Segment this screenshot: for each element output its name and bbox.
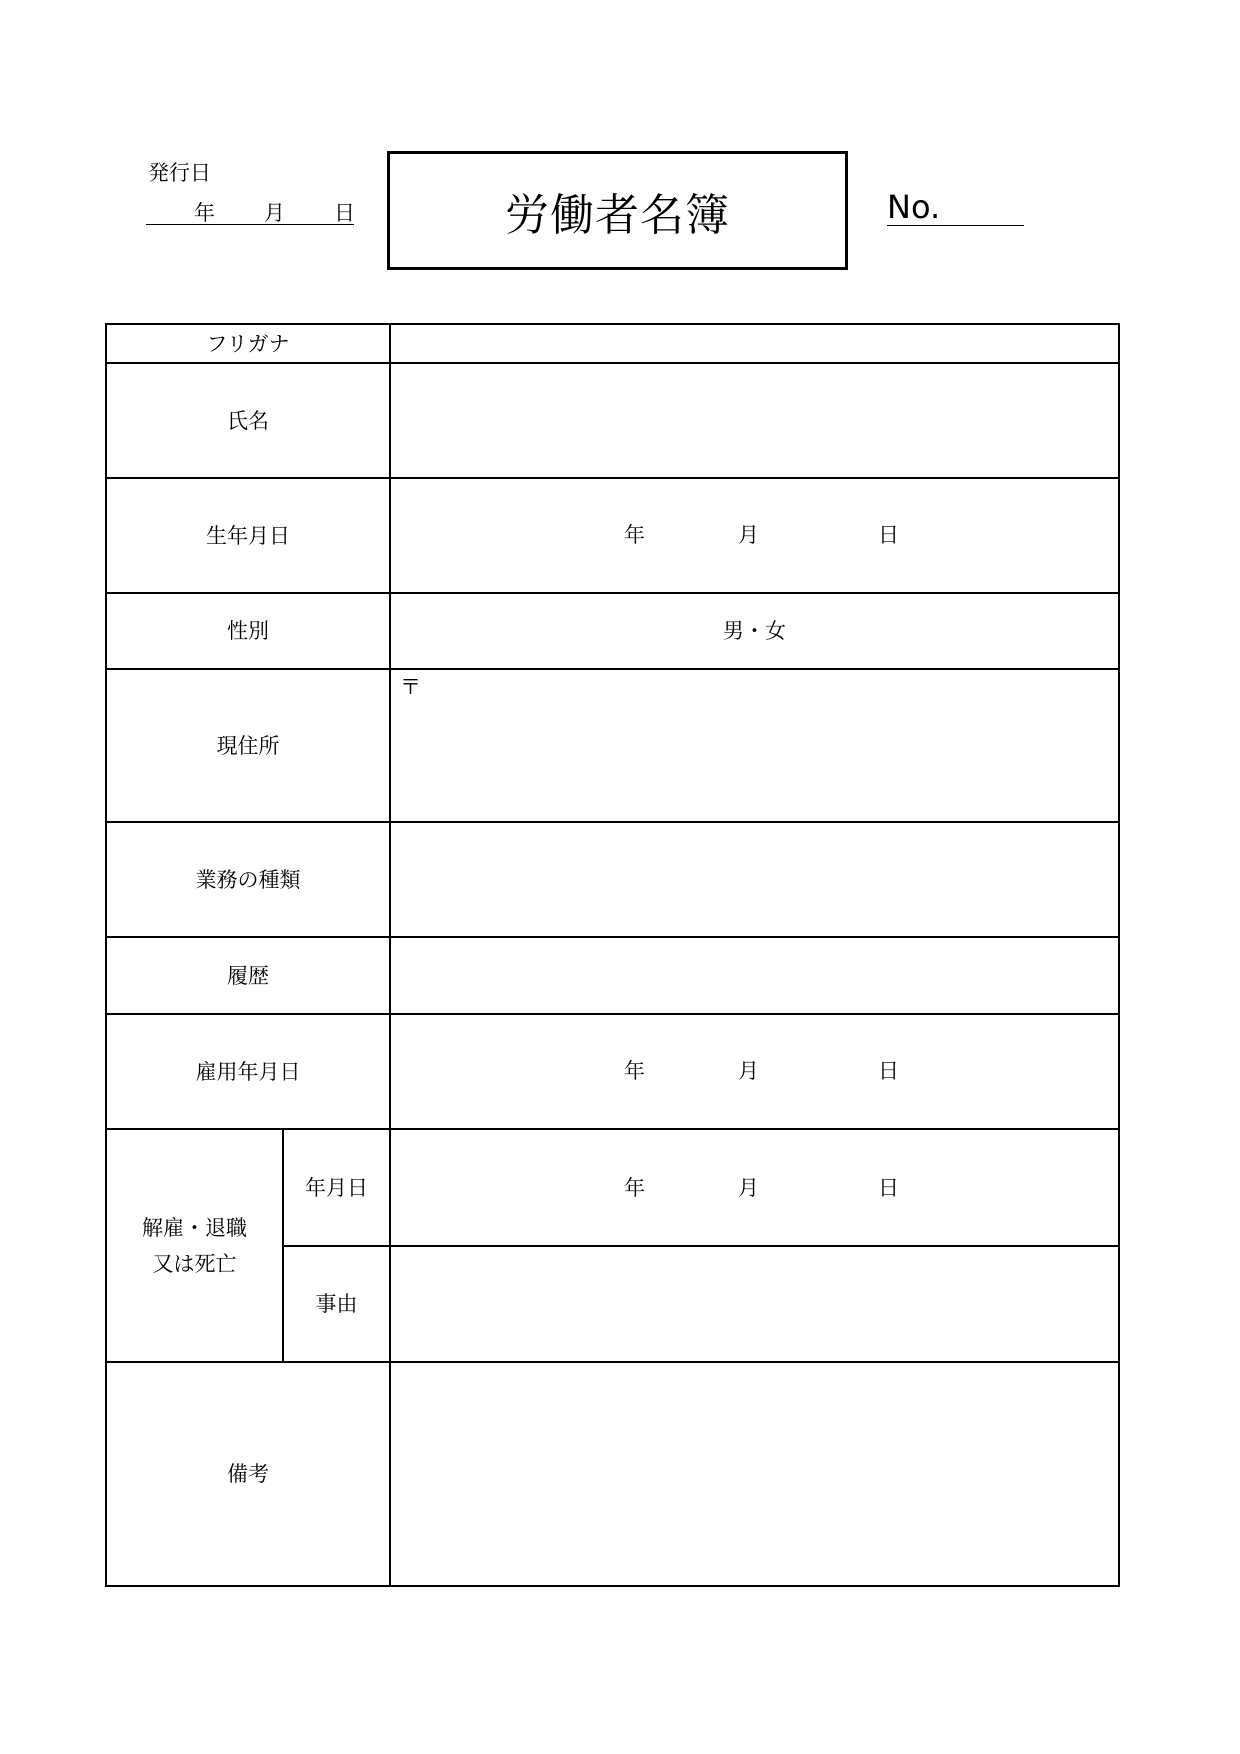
- birthdate-input-cell[interactable]: [391, 479, 1118, 592]
- remarks-label: 備考: [227, 1462, 269, 1486]
- job-type-input-cell[interactable]: [391, 823, 1118, 936]
- remarks-input-cell[interactable]: [391, 1363, 1118, 1585]
- issue-date-month: 月: [264, 201, 285, 225]
- termination-reason-input-cell[interactable]: [391, 1247, 1118, 1361]
- hire-date-input-cell[interactable]: [391, 1015, 1118, 1128]
- termination-date-month: 月: [738, 1176, 759, 1200]
- issue-date-field[interactable]: [146, 196, 354, 225]
- termination-date-label: 年月日: [305, 1175, 368, 1200]
- name-input-cell[interactable]: [391, 364, 1118, 477]
- furigana-label: フリガナ: [206, 331, 290, 356]
- birthdate-month: 月: [738, 523, 759, 547]
- history-label: 履歴: [227, 963, 269, 988]
- issue-date-year: 年: [194, 201, 215, 225]
- address-label: 現住所: [216, 733, 280, 758]
- termination-date-day: 日: [878, 1176, 899, 1200]
- worker-register-form: [105, 323, 1120, 1587]
- furigana-input-cell[interactable]: [391, 325, 1118, 362]
- issue-date-label: 発行日: [148, 161, 211, 185]
- birthdate-day: 日: [878, 523, 899, 547]
- gender-label: 性別: [227, 619, 269, 643]
- termination-label: [107, 1130, 282, 1361]
- issue-date-day: 日: [334, 201, 355, 225]
- job-type-label: 業務の種類: [195, 867, 301, 892]
- termination-date-year: 年: [624, 1176, 645, 1200]
- name-label: 氏名: [227, 408, 269, 433]
- document-title-box: [387, 151, 848, 270]
- birthdate-label: 生年月日: [206, 523, 290, 548]
- termination-label-line2: 又は死亡: [152, 1251, 237, 1276]
- birthdate-year: 年: [624, 523, 645, 547]
- document-title: 労働者名簿: [505, 189, 730, 241]
- hire-date-month: 月: [738, 1059, 759, 1083]
- number-field[interactable]: [887, 189, 1024, 226]
- hire-date-label: 雇用年月日: [195, 1059, 301, 1084]
- hire-date-day: 日: [878, 1059, 899, 1083]
- termination-label-line1: 解雇・退職: [142, 1215, 247, 1240]
- termination-date-input-cell[interactable]: [391, 1130, 1118, 1245]
- hire-date-year: 年: [624, 1059, 645, 1083]
- postal-mark: 〒: [400, 675, 421, 699]
- termination-reason-label: 事由: [315, 1292, 358, 1316]
- address-input-cell[interactable]: [391, 670, 1118, 821]
- number-label: No.: [887, 188, 941, 226]
- history-input-cell[interactable]: [391, 938, 1118, 1013]
- gender-value[interactable]: 男・女: [723, 619, 786, 643]
